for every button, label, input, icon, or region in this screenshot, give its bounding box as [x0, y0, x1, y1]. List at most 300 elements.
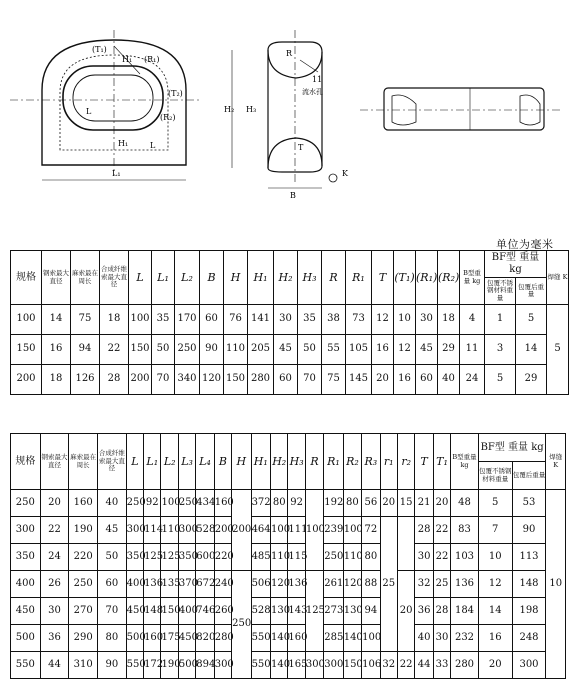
t1-h-h1: H₁ [248, 251, 274, 305]
t2-h-l4: L₄ [196, 434, 214, 490]
t2-h-steel: 钢索最大直径 [40, 434, 69, 490]
t2-cell: 21 [415, 490, 433, 517]
spec-table-large [10, 433, 566, 679]
t2-cell: 148 [512, 571, 546, 598]
t1-h-r: R [322, 251, 346, 305]
t1-cell: 45 [416, 335, 438, 365]
t1-cell: 70 [152, 365, 175, 395]
t2-cell: 290 [69, 625, 98, 652]
t1-cell: 205 [248, 335, 274, 365]
t2-cell: 80 [98, 625, 127, 652]
t2-cell: 80 [343, 490, 361, 517]
drawing-label-l1: L₁ [112, 169, 121, 178]
t2-cell: 200 [214, 517, 231, 544]
t1-cell: 60 [416, 365, 438, 395]
t1-h-steel: 钢索最大直径 [42, 251, 71, 305]
t1-cell: 30 [274, 305, 298, 335]
t2-cell: 92 [288, 490, 305, 517]
t2-h-h: H [232, 434, 251, 490]
t2-cell: 370 [178, 571, 195, 598]
t2-cell: 894 [196, 652, 214, 679]
t1-cell: 200 [11, 365, 42, 395]
t1-cell: 126 [71, 365, 100, 395]
t2-cell: 192 [324, 490, 343, 517]
t2-cell: 103 [451, 544, 479, 571]
t2-cell: 22 [40, 517, 69, 544]
t1-row-100 [11, 305, 569, 335]
t2-cell: 240 [214, 571, 231, 598]
t2-cell: 300 [324, 652, 343, 679]
t2-cell-h-top: 200 [232, 490, 251, 571]
t2-cell: 114 [144, 517, 161, 544]
t1-cell: 50 [298, 335, 322, 365]
t1-cell: 145 [346, 365, 372, 395]
t2-cell: 280 [214, 625, 231, 652]
t1-h-bf-group: BF型 重量 kg [485, 251, 547, 278]
t1-cell: 22 [100, 335, 129, 365]
t2-cell: 485 [251, 544, 270, 571]
t2-h-r1: R₁ [324, 434, 343, 490]
t2-cell: 140 [343, 625, 361, 652]
t2-cell: 48 [451, 490, 479, 517]
t1-cell: 29 [516, 365, 547, 395]
t1-cell: 11 [460, 335, 485, 365]
t1-h-b: B [200, 251, 224, 305]
section-view [360, 88, 560, 130]
t2-cell: 16 [478, 625, 512, 652]
t1-h-spec: 规格 [11, 251, 42, 305]
drawing-label-t2: (T₂) [168, 89, 183, 98]
t2-cell: 350 [11, 544, 41, 571]
t2-cell: 88 [362, 571, 380, 598]
t1-cell: 24 [460, 365, 485, 395]
t2-cell: 285 [324, 625, 343, 652]
drawing-label-r2: (R₂) [160, 113, 176, 122]
t2-cell-r-top: 100 [305, 490, 323, 571]
t1-cell: 70 [298, 365, 322, 395]
t1-cell: 75 [71, 305, 100, 335]
t2-cell: 175 [161, 625, 178, 652]
t1-cell: 4 [460, 305, 485, 335]
t1-cell: 55 [322, 335, 346, 365]
t2-h-bf-after: 包覆后重量 [512, 462, 546, 490]
t1-cell: 170 [175, 305, 200, 335]
t2-cell: 90 [512, 517, 546, 544]
t2-cell: 500 [178, 652, 195, 679]
t1-cell: 16 [42, 335, 71, 365]
t2-cell: 15 [397, 490, 414, 517]
t2-cell: 250 [324, 544, 343, 571]
t1-cell: 200 [129, 365, 152, 395]
t2-cell: 50 [98, 544, 127, 571]
t1-row-150 [11, 335, 569, 365]
t2-cell: 110 [161, 517, 178, 544]
t2-cell: 106 [362, 652, 380, 679]
t2-cell: 143 [288, 598, 305, 625]
t2-cell: 184 [451, 598, 479, 625]
t2-cell: 300 [178, 517, 195, 544]
t2-cell-r-bottom: 300 [305, 652, 323, 679]
t2-cell: 528 [251, 598, 270, 625]
t1-h-r1p: (R₁) [416, 251, 438, 305]
t1-cell: 35 [152, 305, 175, 335]
t2-cell-h-bottom: 250 [232, 571, 251, 679]
drawing-label-r1: (R₁) [144, 55, 160, 64]
t2-cell: 160 [144, 625, 161, 652]
t2-cell: 26 [40, 571, 69, 598]
t1-h-h3: H₃ [298, 251, 322, 305]
t2-cell: 115 [288, 544, 305, 571]
t2-cell: 33 [433, 652, 450, 679]
t2-cell: 280 [451, 652, 479, 679]
t1-cell: 150 [224, 365, 248, 395]
t1-h-l2: L₂ [175, 251, 200, 305]
t2-row-300 [11, 517, 566, 544]
t1-row-200 [11, 365, 569, 395]
drawing-label-11: 11 [312, 75, 323, 84]
t1-cell: 29 [438, 335, 460, 365]
t2-cell: 130 [343, 598, 361, 625]
t2-cell: 5 [478, 490, 512, 517]
t1-cell: 75 [322, 365, 346, 395]
t2-h-bf-group: BF型 重量 kg [478, 434, 546, 462]
t1-h-l: L [129, 251, 152, 305]
t1-cell: 38 [322, 305, 346, 335]
t2-cell: 20 [40, 490, 69, 517]
t2-cell: 30 [40, 598, 69, 625]
t2-row-250 [11, 490, 566, 517]
t2-cell: 500 [11, 625, 41, 652]
t1-cell: 90 [200, 335, 224, 365]
t2-cell: 300 [512, 652, 546, 679]
t1-cell: 94 [71, 335, 100, 365]
t2-cell: 10 [478, 544, 512, 571]
t2-cell: 53 [512, 490, 546, 517]
t1-cell: 60 [274, 365, 298, 395]
t2-cell: 550 [251, 652, 270, 679]
t2-cell: 36 [40, 625, 69, 652]
t1-cell: 280 [248, 365, 274, 395]
t2-cell: 20 [478, 652, 512, 679]
t2-cell: 260 [214, 598, 231, 625]
t2-cell: 250 [69, 571, 98, 598]
t2-cell: 300 [126, 517, 143, 544]
t2-cell: 25 [433, 571, 450, 598]
t2-h-r3: R₃ [362, 434, 380, 490]
t1-cell: 150 [129, 335, 152, 365]
t1-h-bf-steel: 包覆不锈钢材料重量 [485, 278, 516, 305]
drawing-label-b: B [290, 191, 296, 200]
t1-cell: 120 [200, 365, 224, 395]
t2-h-rr1: r₁ [380, 434, 397, 490]
t2-cell: 20 [380, 490, 397, 517]
t2-cell: 250 [178, 490, 195, 517]
t2-row-550 [11, 652, 566, 679]
drawing-label-r: R [286, 49, 293, 58]
t2-h-l3: L₃ [178, 434, 195, 490]
t2-h-l1: L₁ [144, 434, 161, 490]
t2-cell: 130 [271, 598, 288, 625]
t2-cell: 44 [40, 652, 69, 679]
t2-h-b: B [214, 434, 231, 490]
t2-cell: 22 [433, 544, 450, 571]
t2-cell-r-mid: 125 [305, 571, 323, 652]
t1-cell: 110 [224, 335, 248, 365]
t2-cell: 140 [271, 652, 288, 679]
t2-cell: 250 [126, 490, 143, 517]
t1-cell: 40 [438, 365, 460, 395]
t1-cell: 340 [175, 365, 200, 395]
t1-h-h: H [224, 251, 248, 305]
t2-h-bweight: B型重量 kg [451, 434, 479, 490]
t2-cell: 160 [288, 625, 305, 652]
t2-cell: 400 [11, 571, 41, 598]
t1-cell: 20 [372, 365, 394, 395]
t1-cell: 250 [175, 335, 200, 365]
spec-table-small [10, 250, 569, 395]
t2-cell: 148 [144, 598, 161, 625]
t2-cell: 198 [512, 598, 546, 625]
t1-cell: 18 [42, 365, 71, 395]
t2-cell: 28 [415, 517, 433, 544]
t2-cell: 20 [433, 490, 450, 517]
t1-h-l1: L₁ [152, 251, 175, 305]
t2-cell: 232 [451, 625, 479, 652]
t2-cell: 110 [343, 544, 361, 571]
t1-h-bweight: B型重量 kg [460, 251, 485, 305]
t1-cell: 5 [485, 365, 516, 395]
t2-cell: 261 [324, 571, 343, 598]
t1-h-h2: H₂ [274, 251, 298, 305]
unit-note: 单位为毫米 [496, 238, 554, 251]
t1-cell: 14 [516, 335, 547, 365]
t2-cell: 24 [40, 544, 69, 571]
drawing-label-t1: (T₁) [92, 45, 107, 54]
t1-cell: 30 [416, 305, 438, 335]
t2-h-rr2: r₂ [397, 434, 414, 490]
t2-cell: 100 [271, 517, 288, 544]
t2-cell: 22 [397, 652, 414, 679]
t2-cell: 400 [126, 571, 143, 598]
t1-cell: 150 [11, 335, 42, 365]
t2-cell: 672 [196, 571, 214, 598]
t2-cell-rr2-a [397, 517, 414, 571]
t1-cell: 14 [42, 305, 71, 335]
t1-h-r1: R₁ [346, 251, 372, 305]
t2-cell: 372 [251, 490, 270, 517]
t1-weld-value: 5 [547, 305, 569, 395]
t2-weld-value: 10 [546, 490, 566, 679]
t1-cell: 12 [394, 335, 416, 365]
t2-cell: 190 [69, 517, 98, 544]
t1-cell: 3 [485, 335, 516, 365]
t2-cell: 72 [362, 517, 380, 544]
t2-cell: 100 [161, 490, 178, 517]
t2-cell: 110 [271, 544, 288, 571]
t1-h-hemp: 麻索最在周长 [71, 251, 100, 305]
drawing-label-drain-hole: 流水孔 [302, 88, 323, 96]
t2-row-350 [11, 544, 566, 571]
t2-cell: 450 [126, 598, 143, 625]
t1-h-r2p: (R₂) [438, 251, 460, 305]
t2-cell: 32 [415, 571, 433, 598]
t2-cell: 140 [271, 625, 288, 652]
t2-cell: 300 [11, 517, 41, 544]
t1-cell: 12 [372, 305, 394, 335]
t2-cell: 32 [380, 652, 397, 679]
t2-h-t1: T₁ [433, 434, 450, 490]
t2-h-synth: 合成纤维索最大直径 [98, 434, 127, 490]
t2-cell: 528 [196, 517, 214, 544]
t2-row-500 [11, 625, 566, 652]
t1-cell: 60 [200, 305, 224, 335]
t2-row-450 [11, 598, 566, 625]
t2-cell: 220 [69, 544, 98, 571]
t1-cell: 35 [298, 305, 322, 335]
t2-cell: 14 [478, 598, 512, 625]
drawing-label-h3: H₃ [246, 105, 257, 114]
t2-cell: 90 [98, 652, 127, 679]
t1-cell: 100 [129, 305, 152, 335]
t1-h-bf-after: 包覆后重量 [516, 278, 547, 305]
t1-cell: 16 [372, 335, 394, 365]
t2-cell: 464 [251, 517, 270, 544]
t1-cell: 16 [394, 365, 416, 395]
t2-cell: 136 [144, 571, 161, 598]
t1-cell: 5 [516, 305, 547, 335]
drawing-label-l: L [86, 107, 92, 116]
t2-cell: 150 [343, 652, 361, 679]
t2-h-h3: H₃ [288, 434, 305, 490]
t2-cell-rr2-b: 20 [397, 571, 414, 652]
t1-h-t1p: (T₁) [394, 251, 416, 305]
t2-cell: 434 [196, 490, 214, 517]
t1-h-synth: 合成纤维索最大直径 [100, 251, 129, 305]
t2-cell: 136 [451, 571, 479, 598]
t2-cell: 56 [362, 490, 380, 517]
t2-cell: 30 [415, 544, 433, 571]
t2-cell: 239 [324, 517, 343, 544]
drawing-label-h1-top: H₁ [122, 55, 133, 64]
drawing-label-k: K [342, 169, 348, 178]
t2-h-hemp: 麻索最在周长 [69, 434, 98, 490]
t1-h-t: T [372, 251, 394, 305]
t2-cell: 350 [126, 544, 143, 571]
t2-cell: 310 [69, 652, 98, 679]
t2-h-r: R [305, 434, 323, 490]
t1-cell: 18 [100, 305, 129, 335]
t2-cell: 506 [251, 571, 270, 598]
drawing-label-h2: H₂ [224, 105, 235, 114]
t2-cell: 135 [161, 571, 178, 598]
t2-row-400 [11, 571, 566, 598]
drawing-label-h1-bottom: H₁ [118, 139, 129, 148]
t2-cell: 113 [512, 544, 546, 571]
t2-h-bf-steel: 包覆不锈钢材料重量 [478, 462, 512, 490]
t1-cell: 50 [152, 335, 175, 365]
t2-h-spec: 规格 [11, 434, 41, 490]
t1-cell: 73 [346, 305, 372, 335]
t2-cell: 40 [415, 625, 433, 652]
technical-drawing [0, 0, 576, 240]
t2-cell: 100 [362, 625, 380, 652]
t2-cell: 40 [98, 490, 127, 517]
t2-cell: 150 [161, 598, 178, 625]
t2-cell: 450 [178, 625, 195, 652]
t2-cell: 270 [69, 598, 98, 625]
t1-cell: 105 [346, 335, 372, 365]
t2-cell: 44 [415, 652, 433, 679]
t2-cell: 136 [288, 571, 305, 598]
t2-cell: 160 [214, 490, 231, 517]
t2-cell-rr1-mid: 25 [380, 517, 397, 652]
t2-cell: 190 [161, 652, 178, 679]
t2-cell: 820 [196, 625, 214, 652]
t2-cell: 120 [271, 571, 288, 598]
t2-cell: 300 [214, 652, 231, 679]
t2-cell: 550 [126, 652, 143, 679]
t2-h-r2: R₂ [343, 434, 361, 490]
t2-cell: 400 [178, 598, 195, 625]
t2-cell: 22 [433, 517, 450, 544]
t2-cell: 45 [98, 517, 127, 544]
t2-h-weld: 焊缝 K [546, 434, 566, 490]
t2-cell: 94 [362, 598, 380, 625]
t1-cell: 45 [274, 335, 298, 365]
t2-cell: 550 [11, 652, 41, 679]
t2-cell: 28 [433, 598, 450, 625]
t2-cell: 100 [343, 517, 361, 544]
t2-cell: 250 [11, 490, 41, 517]
t2-cell: 160 [69, 490, 98, 517]
drawing-label-t: T [298, 143, 304, 152]
t2-h-l2: L₂ [161, 434, 178, 490]
t2-h-h2: H₂ [271, 434, 288, 490]
t2-h-t: T [415, 434, 433, 490]
t2-cell: 80 [271, 490, 288, 517]
t2-cell: 125 [144, 544, 161, 571]
t2-h-h1: H₁ [251, 434, 270, 490]
t2-cell: 36 [415, 598, 433, 625]
t2-cell: 125 [161, 544, 178, 571]
t1-cell: 100 [11, 305, 42, 335]
t2-cell: 450 [11, 598, 41, 625]
t2-cell: 80 [362, 544, 380, 571]
t1-cell: 141 [248, 305, 274, 335]
t1-cell: 18 [438, 305, 460, 335]
t2-cell: 172 [144, 652, 161, 679]
t2-cell: 746 [196, 598, 214, 625]
t2-cell: 120 [343, 571, 361, 598]
t1-cell: 28 [100, 365, 129, 395]
t1-h-weld: 焊缝 K [547, 251, 569, 305]
t2-cell: 7 [478, 517, 512, 544]
t2-cell: 70 [98, 598, 127, 625]
t2-cell: 111 [288, 517, 305, 544]
t2-cell: 273 [324, 598, 343, 625]
drawing-label-l-lower: L [150, 141, 156, 150]
t2-cell: 30 [433, 625, 450, 652]
t2-cell: 92 [144, 490, 161, 517]
t2-cell: 600 [196, 544, 214, 571]
t2-cell: 83 [451, 517, 479, 544]
t2-cell: 220 [214, 544, 231, 571]
t2-cell: 350 [178, 544, 195, 571]
t2-cell: 248 [512, 625, 546, 652]
t1-cell: 10 [394, 305, 416, 335]
t1-cell: 76 [224, 305, 248, 335]
t2-cell: 500 [126, 625, 143, 652]
